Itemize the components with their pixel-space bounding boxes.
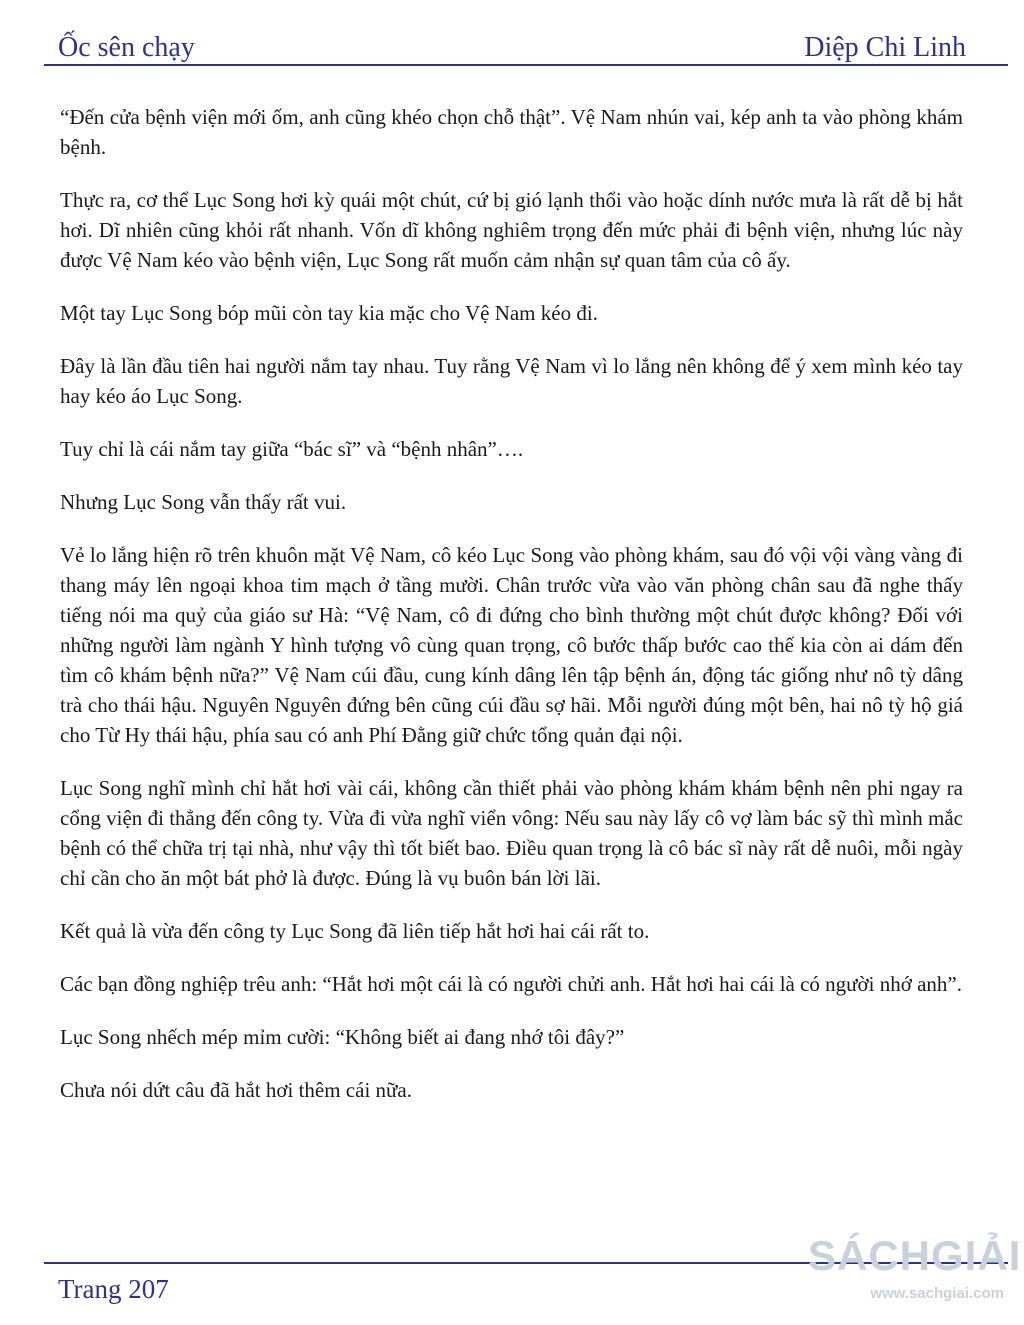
book-title: Ốc sên chạy: [58, 32, 195, 63]
page-header: [58, 24, 966, 64]
paragraph: Một tay Lục Song bóp mũi còn tay kia mặc cho Vệ Nam kéo đi.: [60, 301, 598, 325]
watermark-logo: [808, 1232, 1022, 1317]
paragraph: “Đến cửa bệnh viện mới ốm, anh cũng khéo chọn chỗ thật”. Vệ Nam nhún vai, kép anh ta vào phòng khám bệnh.: [60, 105, 963, 159]
paragraph: Thực ra, cơ thể Lục Song hơi kỳ quái một chút, cứ bị gió lạnh thổi vào hoặc dính nước mưa là rất dễ bị hắt hơi. Dĩ nhiên cũng khỏi rất nhanh. Vốn dĩ không nghiêm trọng đến mức phải đi bệnh viện, nhưng lúc này được Vệ Nam kéo vào bệnh viện, Lục Song rất muốn cảm nhận sự quan tâm của cô ấy.: [60, 188, 963, 272]
paragraph: Kết quả là vừa đến công ty Lục Song đã liên tiếp hắt hơi hai cái rất to.: [60, 919, 650, 943]
paragraph: Đây là lần đầu tiên hai người nắm tay nhau. Tuy rằng Vệ Nam vì lo lắng nên không để ý xem mình kéo tay hay kéo áo Lục Song.: [60, 354, 963, 408]
paragraph: Chưa nói dứt câu đã hắt hơi thêm cái nữa.: [60, 1078, 412, 1102]
header-divider: [44, 64, 1008, 66]
page-number: Trang 207: [58, 1274, 169, 1304]
paragraph: Lục Song nghĩ mình chỉ hắt hơi vài cái, không cần thiết phải vào phòng khám khám bệnh nên phi ngay ra cổng viện đi thẳng đến công ty. Vừa đi vừa nghĩ viển vông: Nếu sau này lấy cô vợ làm bác sỹ thì mình mắc bệnh có thể chữa trị tại nhà, như vậy thì tốt biết bao. Điều quan trọng là cô bác sĩ này rất dễ nuôi, mỗi ngày chỉ cần cho ăn một bát phở là được. Đúng là vụ buôn bán lời lãi.: [60, 776, 963, 890]
paragraph: Lục Song nhếch mép mỉm cười: “Không biết ai đang nhớ tôi đây?”: [60, 1025, 625, 1049]
paragraph: Nhưng Lục Song vẫn thấy rất vui.: [60, 490, 347, 514]
watermark-logo-text: SÁCHGIẢI: [808, 1232, 1022, 1279]
paragraph: Vẻ lo lắng hiện rõ trên khuôn mặt Vệ Nam, cô kéo Lục Song vào phòng khám, sau đó vội vội vàng vàng đi thang máy lên ngoại khoa tim mạch ở tầng mười. Chân trước vừa vào văn phòng chân sau đã nghe thấy tiếng nói ma quỷ của giáo sư Hà: “Vệ Nam, cô đi đứng cho bình thường một chút được không? Đối với những người làm ngành Y hình tượng vô cùng quan trọng, cô bước thấp bước cao thế kia còn ai dám đến tìm cô khám bệnh nữa?” Vệ Nam cúi đầu, cung kính dâng lên tập bệnh án, động tác giống như nô tỳ dâng trà cho thái hậu. Nguyên Nguyên đứng bên cũng cúi đầu sợ hãi. Mỗi người đúng một bên, hai nô tỳ hộ giá cho Từ Hy thái hậu, phía sau có anh Phí Đằng giữ chức tổng quản đại nội.: [60, 543, 963, 747]
watermark-url: www.sachgiai.com: [870, 1285, 1004, 1302]
page-body: [60, 102, 963, 1128]
author-name: Diệp Chi Linh: [804, 32, 966, 63]
paragraph: Các bạn đồng nghiệp trêu anh: “Hắt hơi một cái là có người chửi anh. Hắt hơi hai cái là có người nhớ anh”.: [60, 972, 962, 996]
paragraph: Tuy chỉ là cái nắm tay giữa “bác sĩ” và “bệnh nhân”….: [60, 437, 524, 461]
